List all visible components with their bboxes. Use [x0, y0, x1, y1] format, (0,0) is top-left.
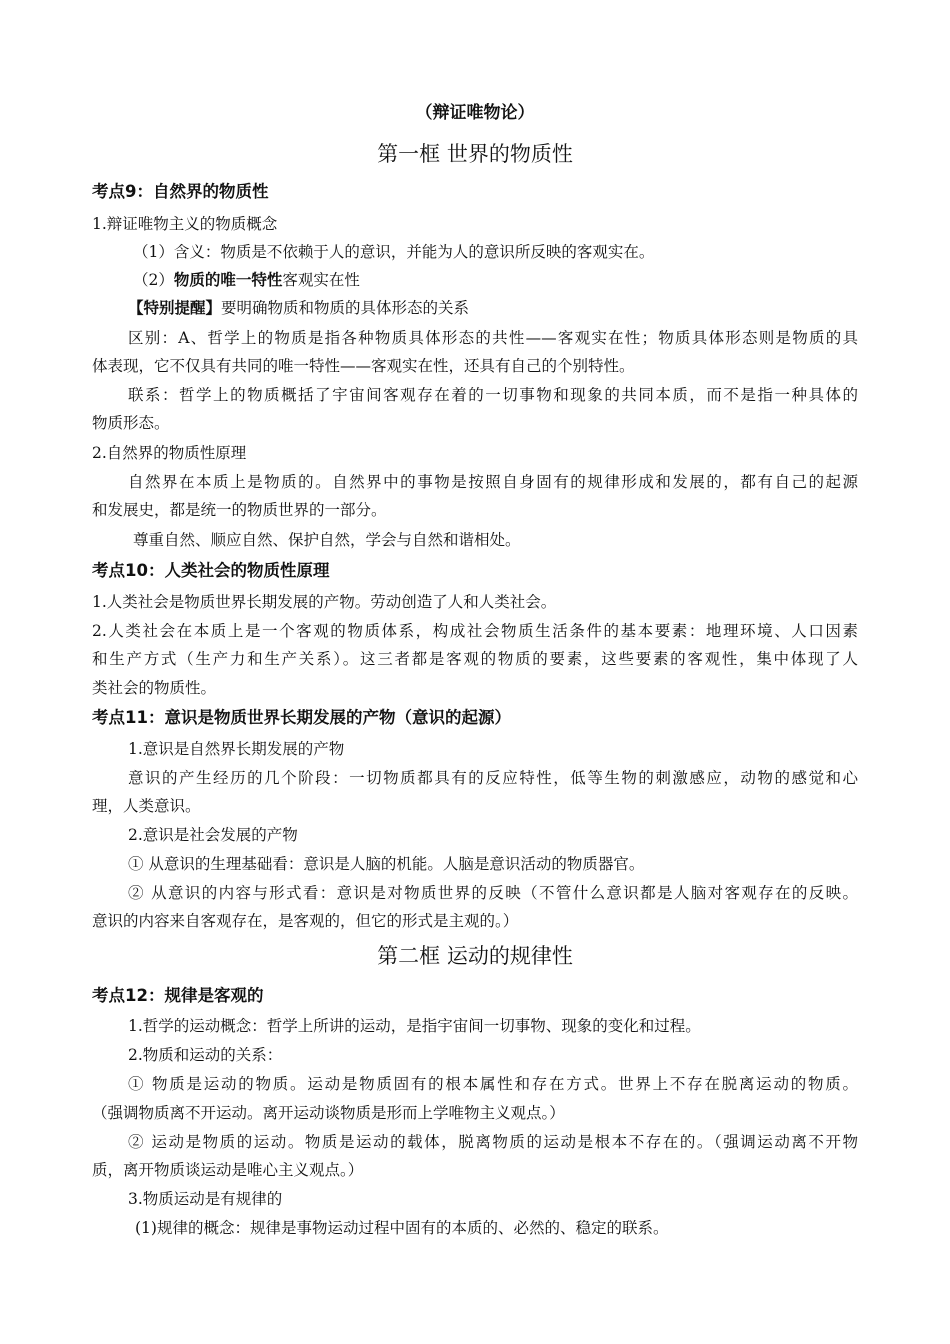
k11-line-3: 理，人类意识。	[92, 797, 201, 815]
k9-reminder	[128, 296, 858, 320]
k11-line-4: 2.意识是社会发展的产物	[128, 826, 298, 844]
k11-line-2: 意识的产生经历的几个阶段：一切物质都具有的反应特性，低等生物的刺激感应，动物的感觉和心	[128, 769, 858, 787]
k9-p1a: （1）含义：物质是不依赖于人的意识，并能为人的意识所反映的客观实在。	[133, 243, 655, 261]
k10-line-3: 和生产方式（生产力和生产关系）。这三者都是客观的物质的要素，这些要素的客观性，集中体现了人	[92, 650, 858, 668]
k9-p1: 1.辩证唯物主义的物质概念	[92, 215, 278, 233]
k11-heading: 考点11：意识是物质世界长期发展的产物（意识的起源）	[92, 708, 511, 727]
k10-line-1: 1.人类社会是物质世界长期发展的产物。劳动创造了人和人类社会。	[92, 593, 557, 611]
k10-heading: 考点10：人类社会的物质性原理	[92, 561, 330, 580]
k9-p1b-rest: 客观实在性	[282, 271, 360, 289]
k11-line-5: ① 从意识的生理基础看：意识是人脑的机能。人脑是意识活动的物质器官。	[128, 855, 645, 873]
k9-diff-line-2: 体表现，它不仅具有共同的唯一特性——客观实在性，还具有自己的个别特性。	[92, 357, 635, 375]
k11-line-6: ② 从意识的内容与形式看：意识是对物质世界的反映（不管什么意识都是人脑对客观存在的反映。	[128, 884, 858, 902]
k9-link-line-1: 联系：哲学上的物质概括了宇宙间客观存在着的一切事物和现象的共同本质，而不是指一种具体的	[128, 386, 858, 404]
k12-line-2: 2.物质和运动的关系：	[128, 1046, 283, 1064]
k9-p2-line-1: 自然界在本质上是物质的。自然界中的事物是按照自身固有的规律形成和发展的，都有自己的起源	[128, 473, 858, 491]
k9-p1b-bold: 物质的唯一特性	[173, 271, 283, 289]
k12-line-8: (1)规律的概念：规律是事物运动过程中固有的本质的、必然的、稳定的联系。	[135, 1219, 669, 1237]
k10-line-4: 类社会的物质性。	[92, 679, 217, 697]
k12-line-6: 质，离开物质谈运动是唯心主义观点。）	[92, 1161, 364, 1179]
reminder-text: 要明确物质和物质的具体形态的关系	[221, 299, 470, 317]
k9-heading: 考点9：自然界的物质性	[92, 182, 269, 201]
k9-p1b	[133, 268, 858, 292]
k11-line-1: 1.意识是自然界长期发展的产物	[128, 740, 345, 758]
k12-line-7: 3.物质运动是有规律的	[128, 1190, 283, 1208]
k12-heading: 考点12：规律是客观的	[92, 986, 264, 1005]
k11-line-7: 意识的内容来自客观存在，是客观的，但它的形式是主观的。）	[92, 912, 519, 930]
k9-p2-line-3: 尊重自然、顺应自然、保护自然，学会与自然和谐相处。	[133, 531, 521, 549]
k9-p2-line-2: 和发展史，都是统一的物质世界的一部分。	[92, 501, 387, 519]
k12-line-3: ① 物质是运动的物质。运动是物质固有的根本属性和存在方式。世界上不存在脱离运动的物质。	[128, 1075, 858, 1093]
k9-p1b-num: （2）	[133, 271, 174, 289]
k9-diff-line-1: 区别：A、哲学上的物质是指各种物质具体形态的共性——客观实在性；物质具体形态则是物质的具	[128, 329, 858, 347]
reminder-tag: 【特别提醒】	[128, 299, 222, 317]
k12-line-1: 1.哲学的运动概念：哲学上所讲的运动，是指宇宙间一切事物、现象的变化和过程。	[128, 1017, 701, 1035]
k9-link-line-2: 物质形态。	[92, 414, 170, 432]
section-title-2: 第二框 运动的规律性	[377, 944, 573, 968]
k10-line-2: 2.人类社会在本质上是一个客观的物质体系，构成社会物质生活条件的基本要素：地理环境、人口因素	[92, 622, 858, 640]
k12-line-4: （强调物质离不开运动。离开运动谈物质是形而上学唯物主义观点。）	[92, 1104, 565, 1122]
k9-p2: 2.自然界的物质性原理	[92, 444, 247, 462]
section-title-1: 第一框 世界的物质性	[377, 142, 573, 166]
document-title: （辩证唯物论）	[415, 103, 535, 123]
k12-line-5: ② 运动是物质的运动。物质是运动的载体，脱离物质的运动是根本不存在的。（强调运动离不开物	[128, 1133, 858, 1151]
